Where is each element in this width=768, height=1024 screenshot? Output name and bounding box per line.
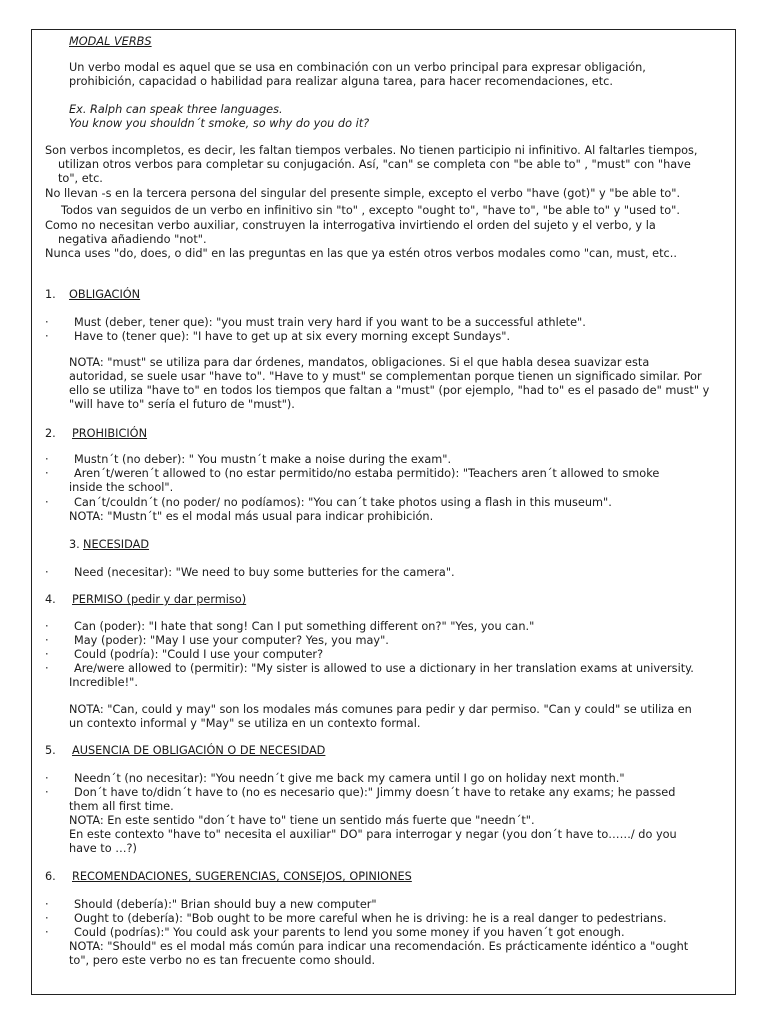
note-line: NOTA: En este sentido "don´t have to" tiene un sentido más fuerte que "needn´t". — [69, 814, 535, 827]
section-heading: NECESIDAD — [83, 538, 150, 551]
list-item: Ought to (debería): "Bob ought to be more careful when he is driving: he is a real danger to pedestrians. — [74, 912, 667, 925]
section-heading: OBLIGACIÓN — [69, 288, 141, 301]
note-line: "will have to" sería el futuro de "must"). — [69, 398, 295, 411]
list-item: Could (podrías):" You could ask your parents to lend you some money if you haven´t got enough. — [74, 926, 625, 939]
rule-line: No llevan -s en la tercera persona del singular del presente simple, excepto el verbo "have (got)" y "be able to". — [45, 187, 681, 200]
note-line: ello se utiliza "have to" en todos los tiempos que faltan a "must" (por ejemplo, "had to" es el pasado de" must" y — [69, 384, 710, 397]
note-line: NOTA: "Should" es el modal más común para indicar una recomendación. Es prácticamente idéntico a "ought — [69, 940, 689, 953]
section-heading: PERMISO (pedir y dar permiso) — [72, 593, 247, 606]
list-item: Can (poder): "I hate that song! Can I put something different on?" "Yes, you can." — [74, 620, 535, 633]
list-item: Are/were allowed to (permitir): "My sister is allowed to use a dictionary in her translation exams at university. — [74, 662, 694, 675]
rule-line: Como no necesitan verbo auxiliar, construyen la interrogativa invirtiendo el orden del sujeto y el verbo, y la — [45, 219, 656, 232]
note-line: un contexto informal y "May" se utiliza en un contexto formal. — [69, 717, 421, 730]
note-line: have to …?) — [69, 842, 137, 855]
rule-line: Todos van seguidos de un verbo en infinitivo sin "to" , excepto "ought to", "have to", "be able to" y "used to". — [61, 204, 680, 217]
section-number: 2. — [45, 427, 56, 440]
section-number: 6. — [45, 870, 56, 883]
section-number: 1. — [45, 288, 56, 301]
list-item: Mustn´t (no deber): " You mustn´t make a noise during the exam". — [74, 453, 452, 466]
bullet: · — [45, 648, 49, 661]
list-item: May (poder): "May I use your computer? Yes, you may". — [74, 634, 389, 647]
list-item: Could (podría): "Could I use your computer? — [74, 648, 324, 661]
intro-line: prohibición, capacidad o habilidad para realizar alguna tarea, para hacer recomendaciones, etc. — [69, 75, 613, 88]
document-page — [31, 29, 736, 995]
bullet: · — [45, 566, 49, 579]
list-item: Must (deber, tener que): "you must train very hard if you want to be a successful athlete". — [74, 316, 586, 329]
bullet: · — [45, 926, 49, 939]
note-line: NOTA: "Mustn´t" es el modal más usual para indicar prohibición. — [69, 510, 434, 523]
section-number: 5. — [45, 744, 56, 757]
note-line: En este contexto "have to" necesita el auxiliar" DO" para interrogar y negar (you don´t have to……/ do you — [69, 828, 677, 841]
bullet: · — [45, 496, 49, 509]
bullet: · — [45, 772, 49, 785]
list-item: Don´t have to/didn´t have to (no es necesario que):" Jimmy doesn´t have to retake any exams; he passed — [74, 786, 676, 799]
note-line: autoridad, se suele usar "have to". "Have to y must" se complementan porque tienen un significado similar. Por — [69, 370, 702, 383]
list-item: Should (debería):" Brian should buy a new computer" — [74, 898, 377, 911]
bullet: · — [45, 662, 49, 675]
section-heading: AUSENCIA DE OBLIGACIÓN O DE NECESIDAD — [72, 744, 326, 757]
section-number: 3. — [69, 538, 80, 551]
section-heading: RECOMENDACIONES, SUGERENCIAS, CONSEJOS, OPINIONES — [72, 870, 412, 883]
rule-line: Nunca uses "do, does, o did" en las preguntas en las que ya estén otros verbos modales como "can, must, etc.. — [45, 247, 677, 260]
bullet: · — [45, 330, 49, 343]
bullet: · — [45, 316, 49, 329]
rule-line: negativa añadiendo "not". — [58, 233, 207, 246]
list-item: Need (necesitar): "We need to buy some butteries for the camera". — [74, 566, 455, 579]
rule-line: Son verbos incompletos, es decir, les faltan tiempos verbales. No tienen participio ni infinitivo. Al faltarles tiempos, — [45, 144, 698, 157]
note-line: NOTA: "must" se utiliza para dar órdenes, mandatos, obligaciones. Si el que habla desea suavizar esta — [69, 356, 650, 369]
note-line: NOTA: "Can, could y may" son los modales más comunes para pedir y dar permiso. "Can y could" se utiliza en — [69, 703, 692, 716]
rule-line: to", etc. — [58, 172, 103, 185]
list-item: Can´t/couldn´t (no poder/ no podíamos): "You can´t take photos using a flash in this museum". — [74, 496, 612, 509]
section-number: 4. — [45, 593, 56, 606]
example-line: You know you shouldn´t smoke, so why do you do it? — [69, 117, 370, 130]
bullet: · — [45, 634, 49, 647]
list-item: inside the school". — [69, 481, 174, 494]
note-line: to", pero este verbo no es tan frecuente como should. — [69, 954, 376, 967]
bullet: · — [45, 786, 49, 799]
section-heading: PROHIBICIÓN — [72, 427, 148, 440]
bullet: · — [45, 620, 49, 633]
bullet: · — [45, 467, 49, 480]
rule-line: utilizan otros verbos para completar su conjugación. Así, "can" se completa con "be able to" , "must" con "have — [58, 158, 691, 171]
list-item: Needn´t (no necesitar): "You needn´t give me back my camera until I go on holiday next month." — [74, 772, 625, 785]
example-line: Ex. Ralph can speak three languages. — [69, 103, 283, 116]
list-item: Aren´t/weren´t allowed to (no estar permitido/no estaba permitido): "Teachers aren´t allowed to smoke — [74, 467, 660, 480]
list-item: Incredible!". — [69, 676, 138, 689]
bullet: · — [45, 898, 49, 911]
list-item: Have to (tener que): "I have to get up at six every morning except Sundays". — [74, 330, 511, 343]
bullet: · — [45, 453, 49, 466]
intro-line: Un verbo modal es aquel que se usa en combinación con un verbo principal para expresar obligación, — [69, 61, 646, 74]
bullet: · — [45, 912, 49, 925]
document-title: MODAL VERBS — [69, 35, 152, 48]
list-item: them all first time. — [69, 800, 174, 813]
